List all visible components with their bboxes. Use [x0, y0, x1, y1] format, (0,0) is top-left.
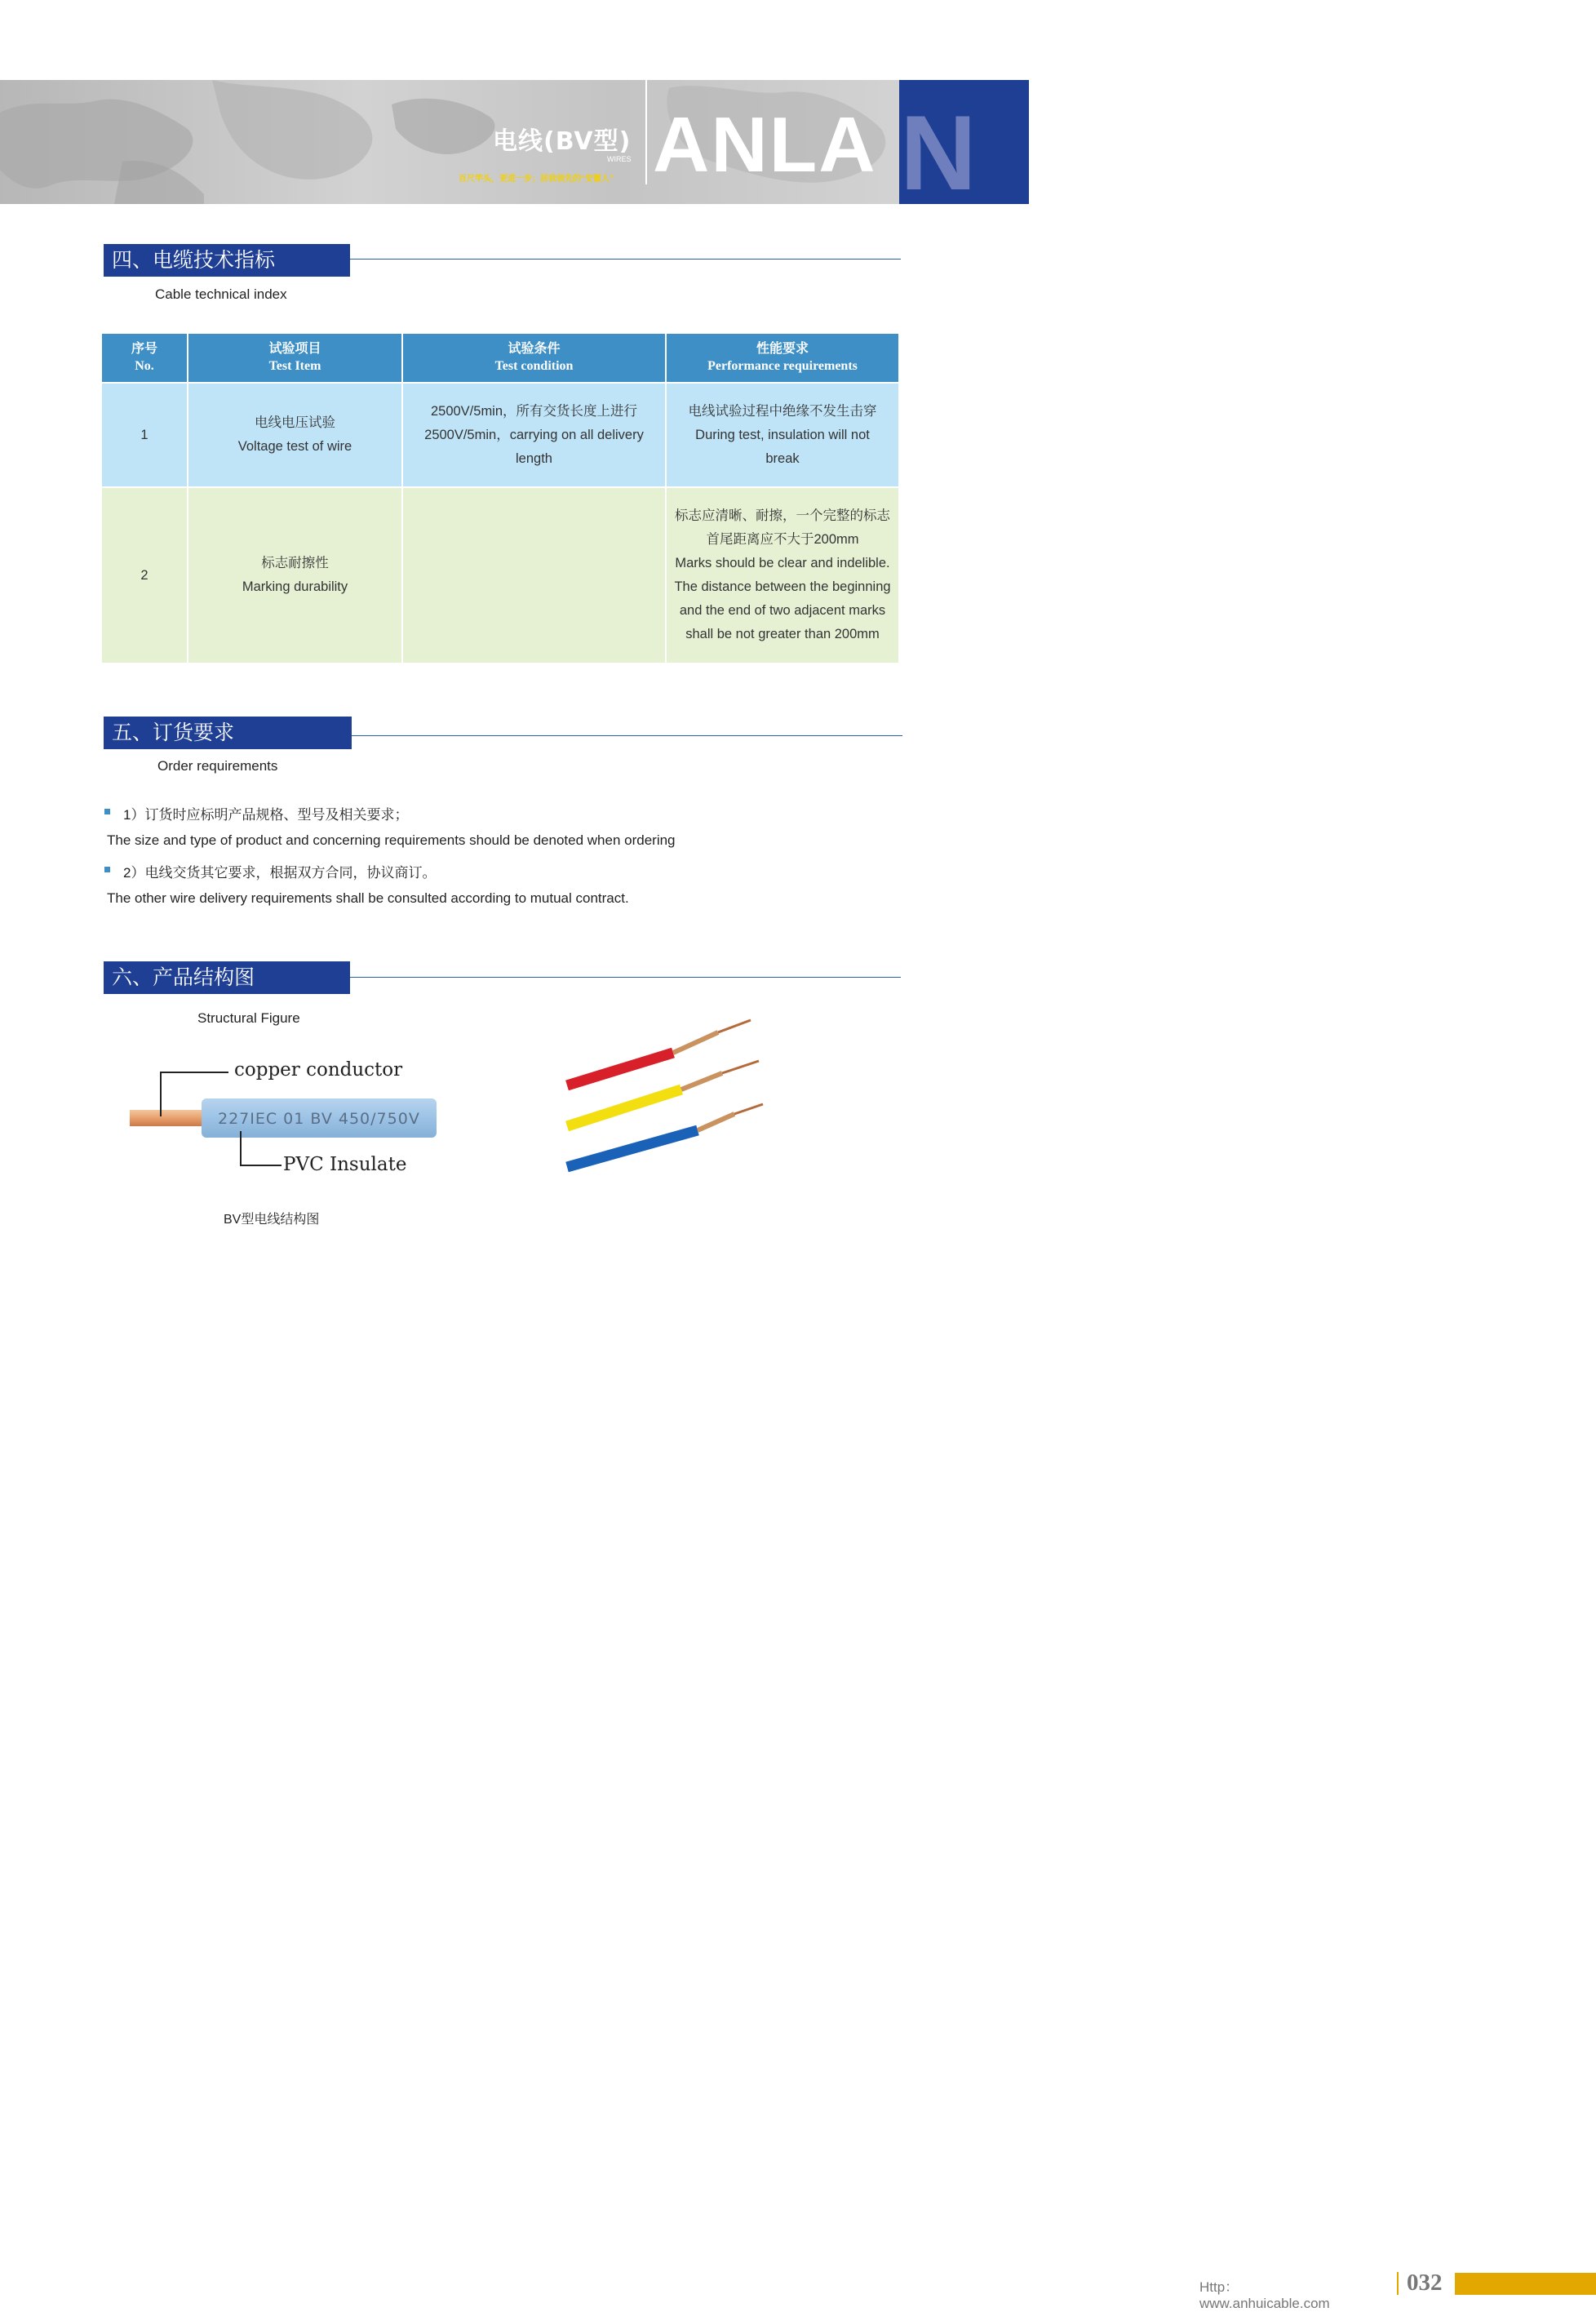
- technical-index-table: [102, 334, 898, 663]
- banner-divider: [645, 80, 647, 184]
- header-test-item: 试验项目 Test Item: [188, 334, 402, 383]
- cell-performance: 电线试验过程中绝缘不发生击穿 During test, insulation will not break: [666, 383, 898, 487]
- section-4-rule: [350, 259, 901, 260]
- label-pvc-insulate: PVC Insulate: [283, 1154, 407, 1175]
- bullet-icon: [104, 809, 110, 814]
- order-item-1-cn: 1）订货时应标明产品规格、型号及相关要求；: [123, 807, 409, 823]
- banner-title: 电线(BV型): [493, 127, 632, 156]
- footer-divider: [1397, 2272, 1399, 2295]
- section-5-rule: [352, 735, 902, 736]
- banner-slogan: 百尺竿头，更进一步；居我领先的“安徽人”: [459, 175, 614, 184]
- cell-test-condition: [402, 487, 666, 663]
- brand-logo-letter: N: [900, 93, 977, 212]
- header-performance: 性能要求 Performance requirements: [666, 334, 898, 383]
- bv-wire-figure: [110, 1051, 437, 1190]
- section-5-title: 五、订货要求: [104, 717, 352, 749]
- footer-url: Http：www.anhuicable.com: [1199, 2279, 1330, 2311]
- section-5-subtitle: Order requirements: [157, 758, 278, 774]
- section-4-subtitle: Cable technical index: [155, 286, 287, 302]
- figure-1-caption: BV型电线结构图: [224, 1213, 320, 1227]
- table-header-row: [102, 334, 898, 383]
- cell-test-item: 标志耐擦性 Marking durability: [188, 487, 402, 663]
- cell-no: 2: [102, 487, 188, 663]
- table-row: [102, 383, 898, 487]
- cell-no: 1: [102, 383, 188, 487]
- section-6-rule: [350, 977, 901, 978]
- cell-performance: 标志应清晰、耐擦，一个完整的标志首尾距离应不大于200mm Marks should be clear and indelible. The distance between the beginning and the end of two adjacent marks shall be not greater than 200mm: [666, 487, 898, 663]
- cell-test-condition: 2500V/5min，所有交货长度上进行 2500V/5min，carrying on all delivery length: [402, 383, 666, 487]
- page-number: 032: [1407, 2270, 1443, 2296]
- order-item-1-en: The size and type of product and concerning requirements should be denoted when ordering: [107, 832, 676, 848]
- brand-logo-text: ANLA: [653, 101, 877, 189]
- section-6-subtitle: Structural Figure: [197, 1010, 300, 1026]
- header-banner: [0, 80, 1029, 212]
- table-row: [102, 487, 898, 663]
- banner-subtitle: WIRES: [607, 155, 632, 163]
- label-copper-conductor: copper conductor: [234, 1059, 403, 1081]
- order-item-2-en: The other wire delivery requirements shall be consulted according to mutual contract.: [107, 890, 629, 906]
- section-6-title: 六、产品结构图: [104, 961, 350, 994]
- cell-test-item: 电线电压试验 Voltage test of wire: [188, 383, 402, 487]
- wire-print-marking: 227IEC 01 BV 450/750V: [218, 1110, 420, 1128]
- header-test-condition: 试验条件 Test condition: [402, 334, 666, 383]
- nh-bv-wire-figure: [567, 992, 1443, 2311]
- header-no: 序号 No.: [102, 334, 188, 383]
- footer-accent-bar: [1455, 2273, 1596, 2295]
- bullet-icon: [104, 867, 110, 872]
- order-item-2-cn: 2）电线交货其它要求，根据双方合同，协议商订。: [123, 865, 437, 881]
- section-4-title: 四、电缆技术指标: [104, 244, 350, 277]
- nh-bv-wire-illustration: [567, 992, 836, 1187]
